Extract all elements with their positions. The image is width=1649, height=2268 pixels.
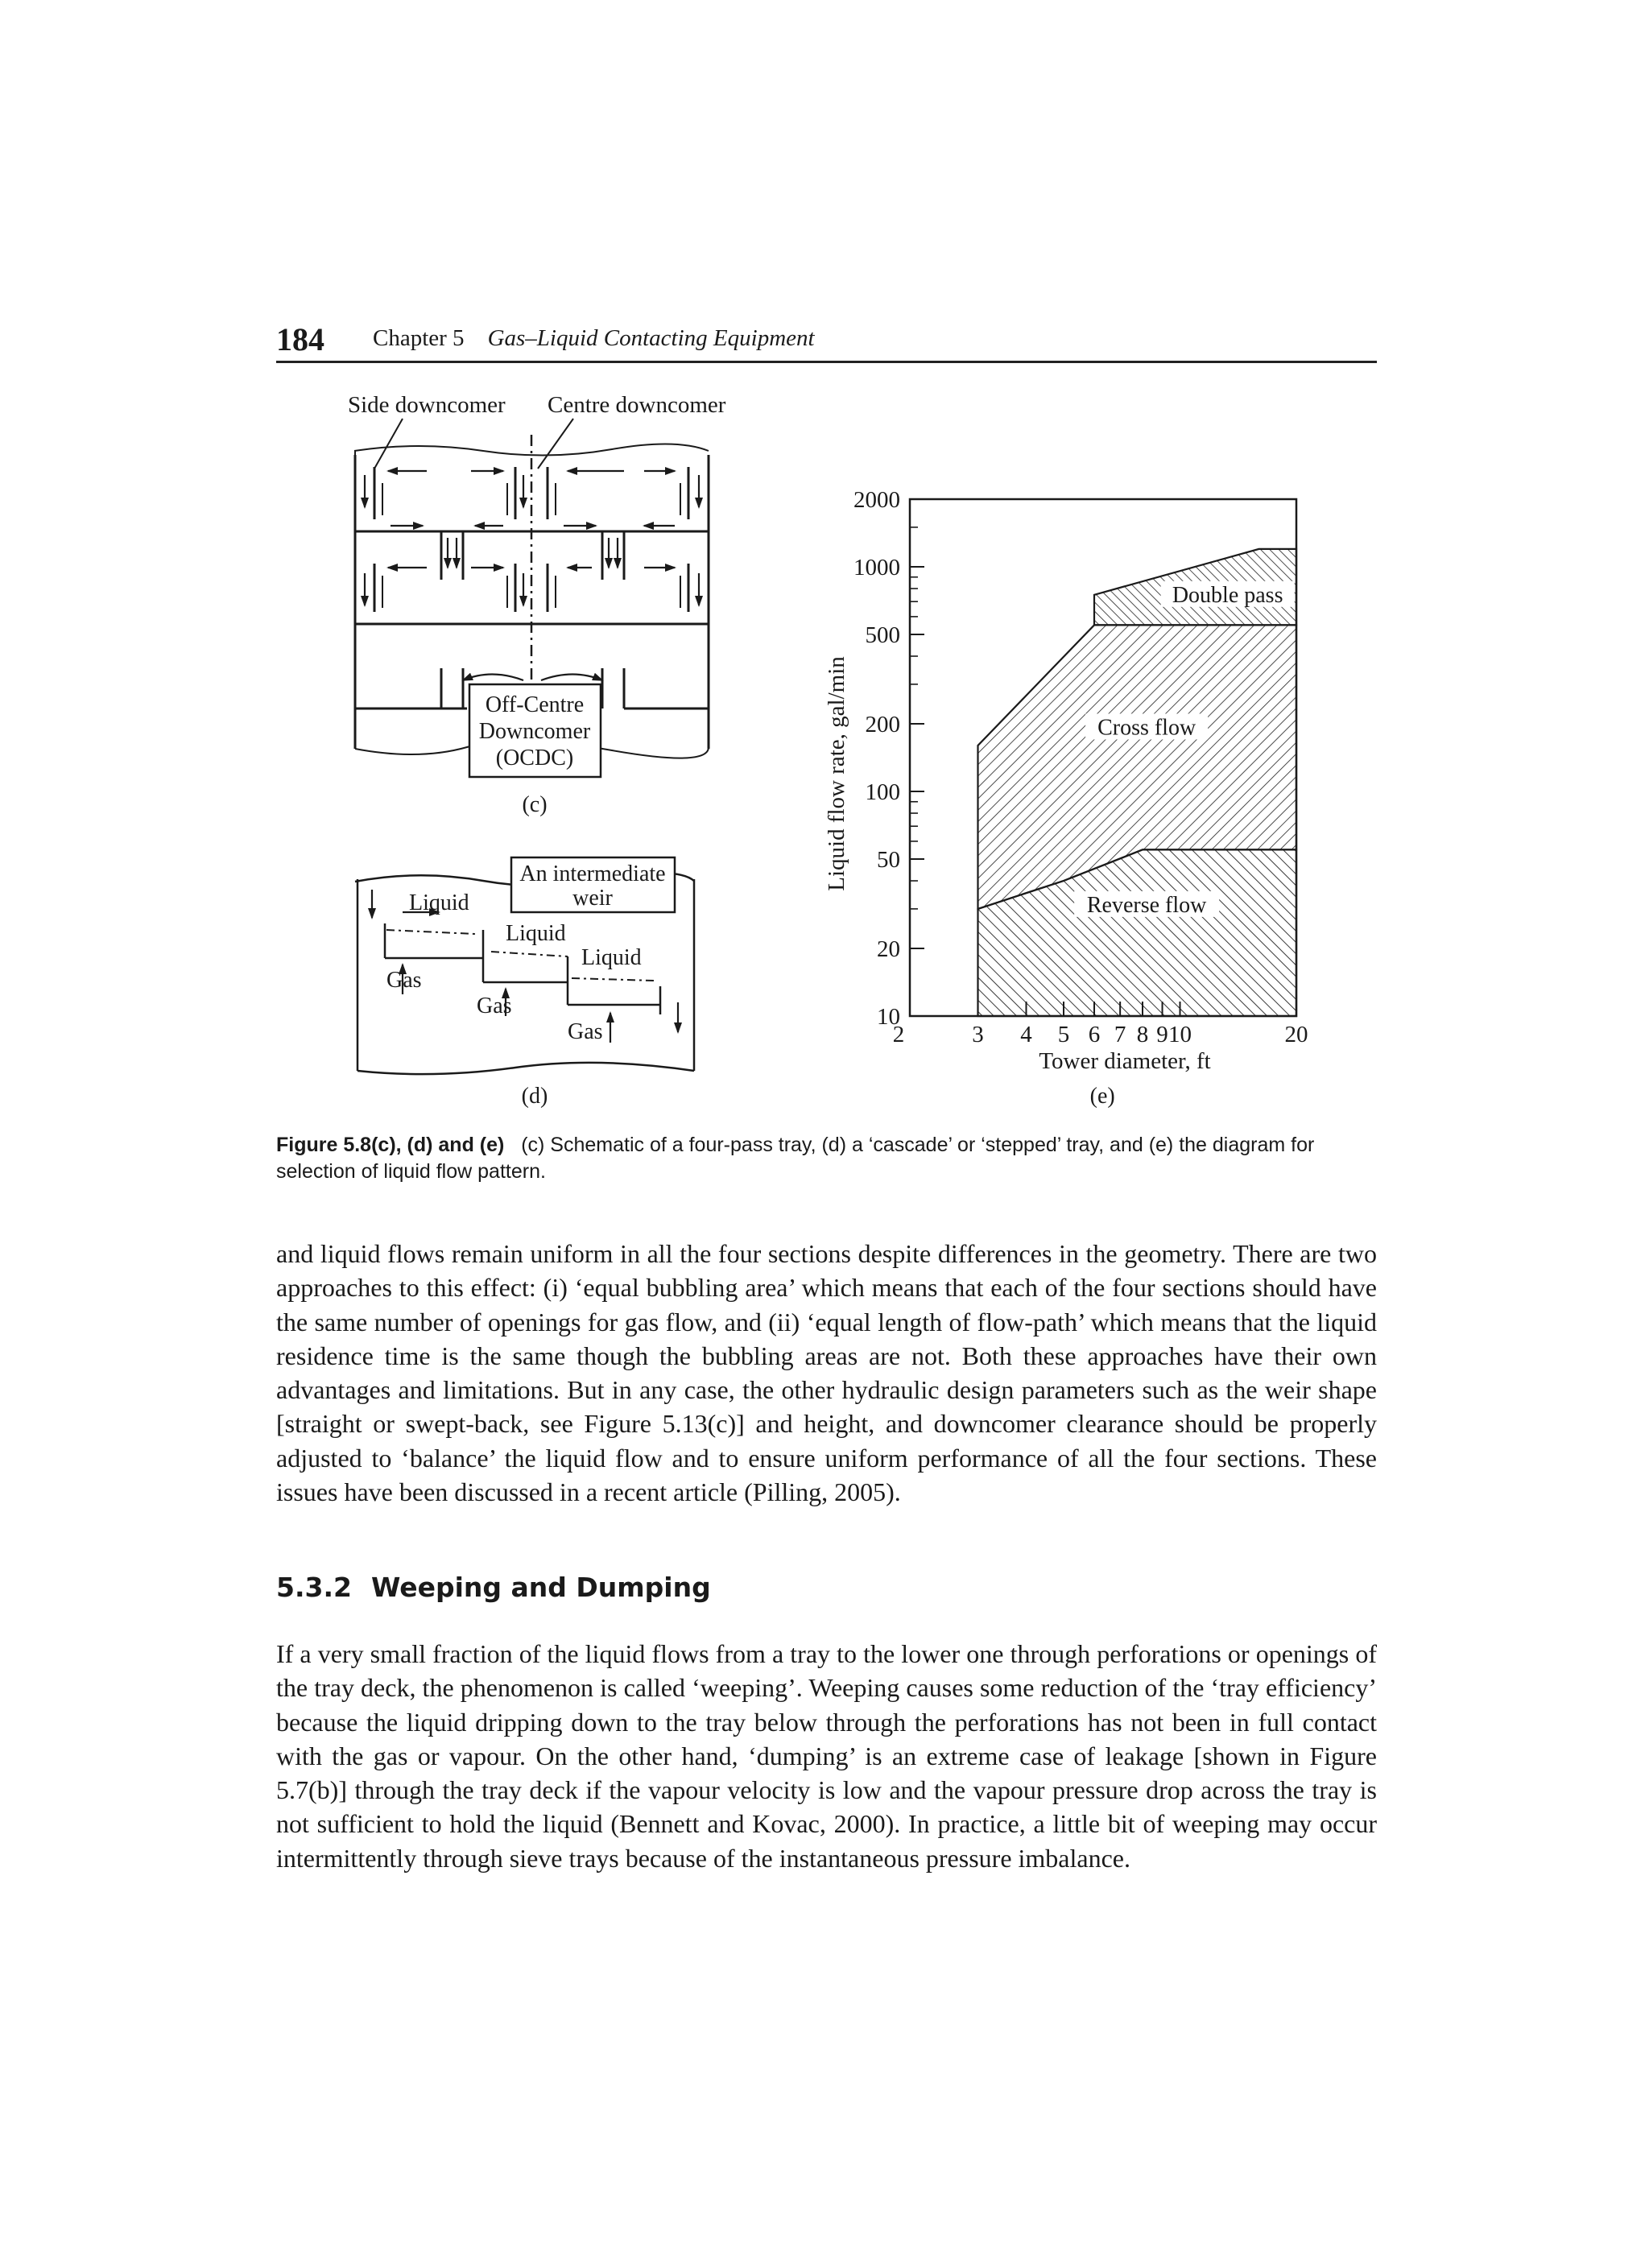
x-tick-label: 2	[892, 1022, 905, 1047]
paragraph-2: If a very small fraction of the liquid flows from a tray to the lower one through perforations or openings of the tray deck, the phenomenon is called ‘weeping’. Weeping causes some reduction of the ‘tray efficiency’ because the liquid dripping down to the tray below through the perforations has not been in full contact with the gas or vapour. On the other hand, ‘dumping’ is an extreme case of leakage [shown in Figure 5.7(b)] through the tray deck if the vapour velocity is low and the vapour pressure drop across the tray is not sufficient to hold the liquid (Bennett and Kovac, 2000). In practice, a little bit of weeping may occur intermittently through sieve trays because of the instantaneous pressure imbalance.	[276, 1639, 1377, 1873]
weir-box-line2: weir	[572, 886, 613, 911]
chart-y-axis-label: Liquid flow rate, gal/min	[824, 656, 849, 891]
y-tick-label: 200	[865, 712, 900, 738]
x-tick-label: 20	[1284, 1022, 1308, 1047]
ocdc-line3: (OCDC)	[495, 746, 574, 770]
chart-x-axis-label: Tower diameter, ft	[1039, 1048, 1211, 1074]
figure-caption	[276, 1132, 1387, 1185]
y-tick-label: 20	[877, 936, 900, 963]
chart-regions	[978, 549, 1297, 1016]
x-tick-label: 8	[1136, 1022, 1149, 1047]
x-tick-label: 3	[972, 1022, 984, 1047]
y-tick-label: 1000	[853, 554, 900, 580]
weir-box-line1: An intermediate	[519, 861, 666, 886]
region-label-double-pass: Double pass	[1172, 582, 1283, 608]
y-tick-label: 100	[865, 779, 900, 805]
ocdc-line2: Downcomer	[478, 719, 591, 744]
label-gas-2: Gas	[477, 994, 512, 1018]
label-liquid-3: Liquid	[581, 945, 642, 970]
page-number: 184	[276, 321, 324, 357]
panel-label-c: (c)	[522, 792, 548, 817]
label-gas-3: Gas	[568, 1019, 603, 1044]
region-label-reverse-flow: Reverse flow	[1086, 892, 1207, 918]
section-heading	[276, 1572, 711, 1603]
chapter-title: Gas–Liquid Contacting Equipment	[487, 325, 815, 351]
ocdc-line1: Off-Centre	[485, 692, 585, 717]
section-number: 5.3.2	[276, 1572, 352, 1603]
panel-label-e: (e)	[1089, 1084, 1115, 1109]
section-title: Weeping and Dumping	[370, 1572, 711, 1603]
y-tick-label: 10	[877, 1004, 900, 1030]
label-gas-1: Gas	[386, 968, 422, 993]
caption-text: (c) Schematic of a four-pass tray, (d) a ‘cascade’ or ‘stepped’ tray, and (e) the diagram for selection of liquid flow pattern.	[276, 1134, 1315, 1183]
y-tick-label: 50	[877, 846, 900, 873]
x-tick-label: 4	[1020, 1022, 1032, 1047]
x-tick-label: 7	[1114, 1022, 1126, 1047]
paragraph-1: and liquid flows remain uniform in all the four sections despite differences in the geometry. There are two approaches to this effect: (i) ‘equal bubbling area’ which means that each of the four sections should have the same number of openings for gas flow, and (ii) ‘equal length of flow-path’ which means that the liquid residence time is the same though the bubbling areas are not. Both these approaches have their own advantages and limitations. But in any case, the other hydraulic design parameters such as the weir shape [straight or swept-back, see Figure 5.13(c)] and height, and downcomer clearance should be properly adjusted to ‘balance’ the liquid flow and to ensure uniform performance of all the four sections. These issues have been discussed in a recent article (Pilling, 2005).	[276, 1239, 1377, 1507]
x-tick-label: 6	[1088, 1022, 1101, 1047]
label-liquid-2: Liquid	[506, 921, 566, 946]
panel-label-d: (d)	[521, 1084, 548, 1109]
label-side-downcomer: Side downcomer	[348, 392, 506, 418]
x-tick-label: 5	[1057, 1022, 1070, 1047]
chapter-number: Chapter 5	[373, 325, 465, 351]
x-tick-label: 9	[1156, 1022, 1168, 1047]
y-tick-label: 500	[865, 622, 900, 648]
label-liquid-1: Liquid	[409, 890, 469, 915]
x-tick-label: 10	[1168, 1022, 1192, 1047]
label-centre-downcomer: Centre downcomer	[548, 392, 726, 418]
y-tick-label: 2000	[853, 487, 900, 513]
region-label-cross-flow: Cross flow	[1097, 715, 1196, 741]
caption-label: Figure 5.8(c), (d) and (e)	[276, 1134, 505, 1156]
